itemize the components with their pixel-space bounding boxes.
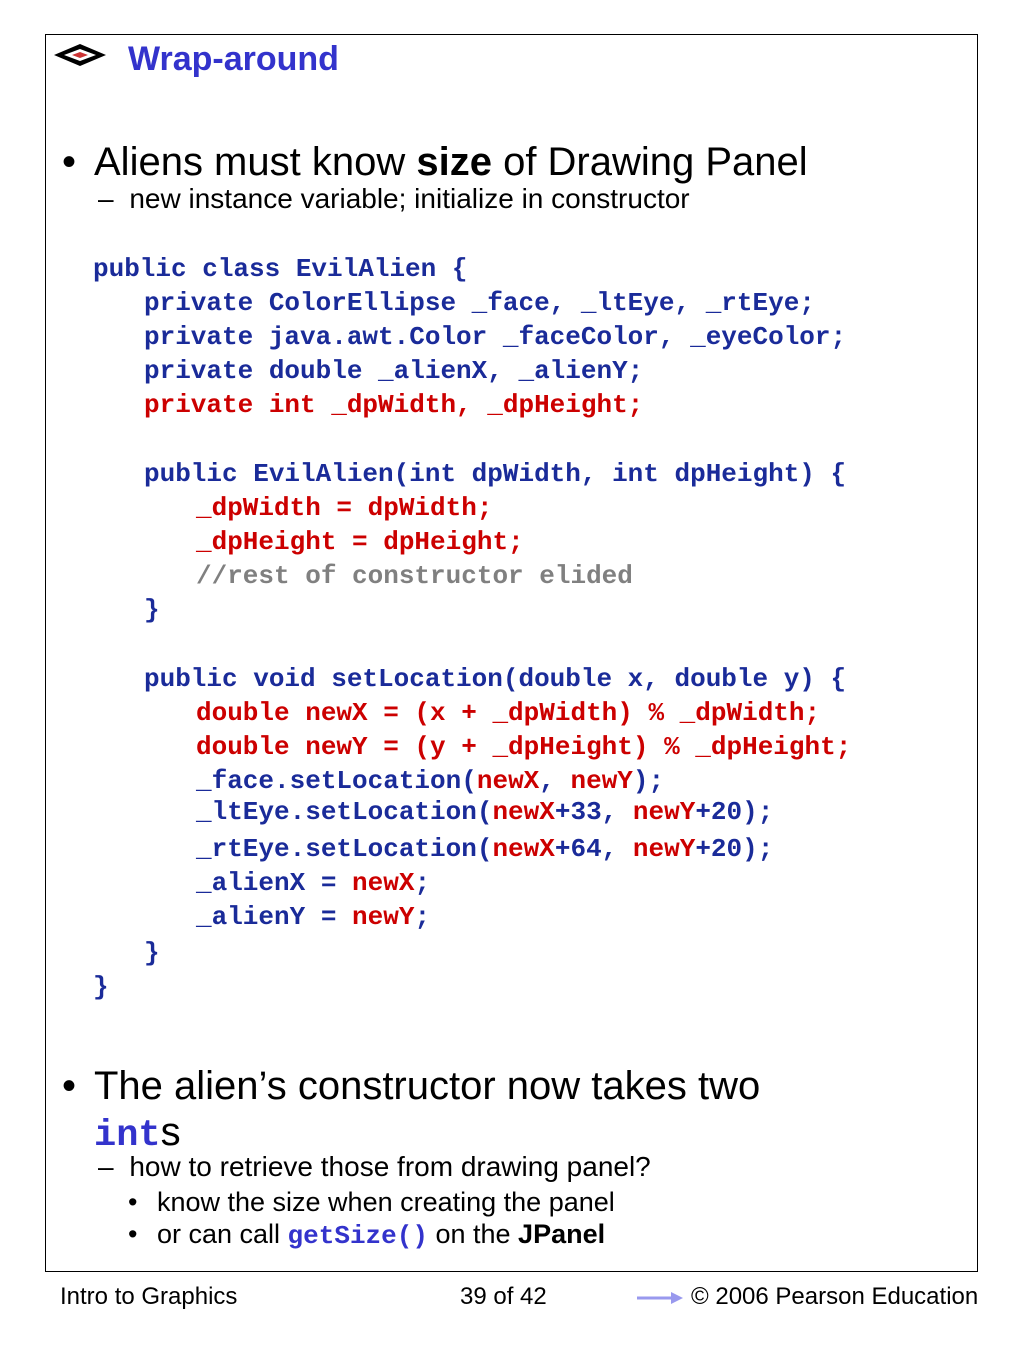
footer-course: Intro to Graphics: [60, 1283, 238, 1310]
code-segment: +20);: [695, 797, 774, 827]
bullet-dot: •: [128, 1187, 138, 1217]
code-line: _dpWidth = dpWidth;: [196, 493, 493, 523]
code-line: private ColorEllipse _face, _ltEye, _rtEye;: [144, 288, 815, 318]
subsub-1-text: know the size when creating the panel: [156, 1187, 615, 1217]
code-line: [196, 799, 773, 825]
code-segment: _alienY =: [196, 902, 353, 932]
footer-copyright: © 2006 Pearson Education: [691, 1283, 979, 1310]
code-segment: newY: [632, 797, 696, 827]
code-segment: ;: [414, 868, 431, 898]
code-segment: newX: [492, 834, 555, 864]
code-line: }: [144, 595, 160, 625]
dash-marker: –: [98, 1151, 114, 1182]
code-segment: _ltEye.setLocation(: [196, 797, 493, 827]
code-line: public EvilAlien(int dpWidth, int dpHeight) {: [144, 459, 847, 489]
code-line: [196, 836, 773, 862]
bullet-1-pre: Aliens must know: [94, 140, 417, 184]
footer-page: 39 of 42: [460, 1283, 547, 1310]
bullet-2: [62, 1064, 760, 1108]
code-segment: _alienX =: [196, 868, 353, 898]
bullet-1-bold: size: [416, 140, 492, 184]
bullet-2-suffix: s: [160, 1110, 181, 1154]
code-line: private int _dpWidth, _dpHeight;: [144, 390, 644, 420]
code-segment: +64,: [554, 834, 633, 864]
code-line: double newX = (x + _dpWidth) % _dpWidth;: [196, 698, 821, 728]
code-segment: _rtEye.setLocation(: [196, 834, 493, 864]
code-line: private double _alienX, _alienY;: [144, 356, 644, 386]
code-line: }: [93, 972, 109, 1002]
dash-marker: –: [98, 183, 114, 214]
code-segment: +20);: [695, 834, 774, 864]
subsub-2-bold: JPanel: [518, 1219, 606, 1249]
bullet-2-line2: [94, 1110, 181, 1157]
code-line: [196, 768, 664, 794]
code-segment: newY: [570, 766, 633, 796]
bullet-1-sub-text: new instance variable; initialize in constructor: [129, 183, 690, 214]
code-segment: ;: [414, 902, 431, 932]
code-segment: newY: [632, 834, 696, 864]
code-segment: +33,: [554, 797, 633, 827]
bullet-1-post: of Drawing Panel: [491, 140, 808, 184]
code-line: [196, 904, 430, 930]
subsub-2-mid: on the: [427, 1219, 519, 1249]
code-segment: newX: [476, 766, 540, 796]
bullet-2-line1: The alien’s constructor now takes two: [94, 1064, 761, 1108]
code-line: public void setLocation(double x, double y) {: [144, 664, 847, 694]
code-comment: //rest of constructor elided: [196, 561, 633, 591]
code-segment: _face.setLocation(: [196, 766, 477, 796]
bullet-2-sub-text: how to retrieve those from drawing panel?: [129, 1151, 651, 1182]
code-line: _dpHeight = dpHeight;: [196, 527, 524, 557]
code-line: [196, 870, 430, 896]
bullet-dot: •: [128, 1219, 138, 1249]
code-line: }: [144, 938, 160, 968]
bullet-2-code: int: [94, 1115, 161, 1157]
code-line: double newY = (y + _dpHeight) % _dpHeight;: [196, 732, 852, 762]
subsub-2-code: getSize(): [287, 1221, 428, 1251]
code-block: [93, 254, 852, 1010]
bullet-1: [62, 140, 808, 184]
bullet-dot: •: [62, 140, 77, 184]
code-segment: );: [632, 766, 665, 796]
code-segment: newY: [352, 902, 415, 932]
bullet-1-sub: [98, 184, 690, 215]
subsub-2-pre: or can call: [156, 1219, 288, 1249]
code-line: private java.awt.Color _faceColor, _eyeColor;: [144, 322, 847, 352]
code-segment: newX: [352, 868, 415, 898]
arrow-right-icon: [637, 1290, 683, 1306]
code-segment: ,: [539, 766, 571, 796]
bullet-dot: •: [62, 1064, 77, 1108]
diamond-icon: [52, 42, 108, 68]
bullet-2-sub: [98, 1152, 651, 1183]
bullet-2-subsub-2: [128, 1220, 605, 1251]
slide-title: Wrap-around: [128, 40, 339, 78]
code-segment: newX: [492, 797, 555, 827]
bullet-2-subsub-1: [128, 1188, 615, 1218]
code-line: public class EvilAlien {: [93, 254, 468, 284]
